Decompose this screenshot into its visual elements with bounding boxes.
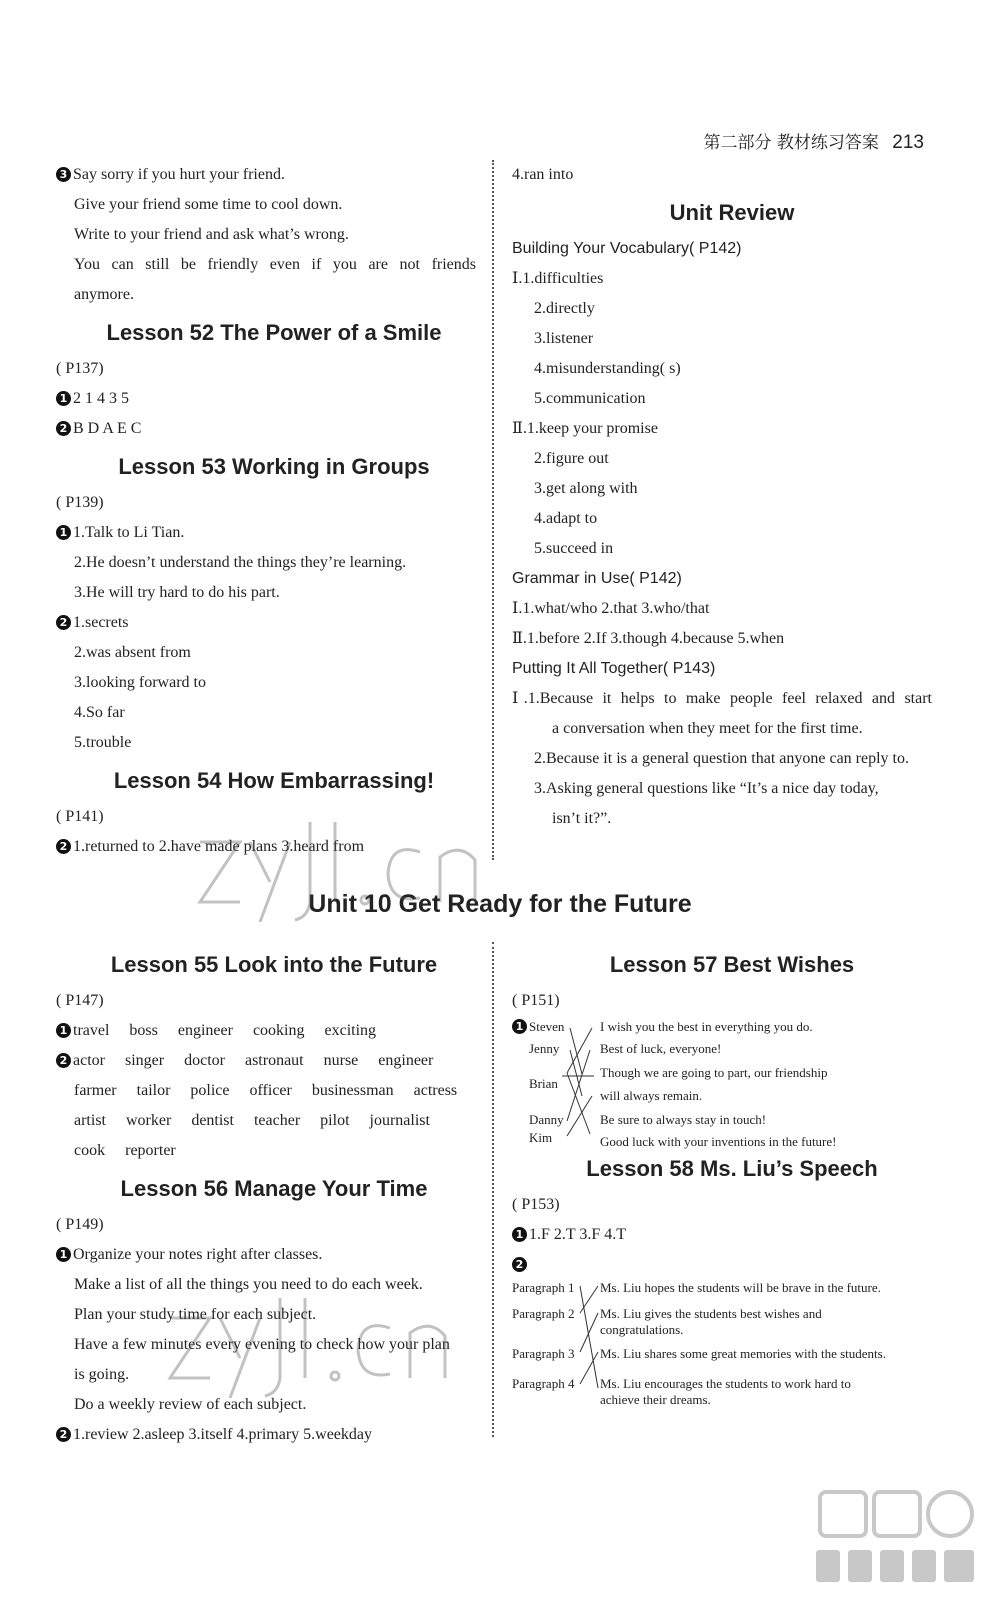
- logo-mark: [812, 1482, 982, 1592]
- answer-line: 3.get along with: [534, 480, 638, 497]
- main-idea-text: Ms. Liu hopes the students will be brave in the future.: [600, 1280, 881, 1295]
- answer-line: 2 1.returned to 2.have made plans 3.heard from: [56, 832, 492, 862]
- answer-line: 3.Asking general questions like “It’s a nice day today,: [534, 780, 879, 797]
- number-marker: 1: [512, 1019, 527, 1034]
- answer-line: 1 1.Talk to Li Tian.: [56, 518, 492, 548]
- unit-title: Unit 10 Get Ready for the Future: [308, 890, 692, 918]
- lesson-52-title: Lesson 52 The Power of a Smile: [106, 320, 442, 345]
- answer-line: 2 1.review 2.asleep 3.itself 4.primary 5.weekday: [56, 1420, 492, 1450]
- wish-text: will always remain.: [600, 1088, 703, 1103]
- answer-line: 4.adapt to: [534, 510, 598, 527]
- lesson-53-title: Lesson 53 Working in Groups: [118, 454, 430, 479]
- paragraph-label: Paragraph 4: [512, 1376, 575, 1391]
- answer-line: 2 actor singer doctor astronaut nurse engineer: [56, 1046, 492, 1076]
- answer-line: Ⅰ.1.Because it helps to make people feel relaxed and start: [512, 690, 932, 707]
- answer-line: Plan your study time for each subject.: [74, 1306, 317, 1323]
- answer-line: Do a weekly review of each subject.: [74, 1396, 307, 1413]
- number-marker: 3: [56, 167, 71, 182]
- answer-line: 2.was absent from: [74, 644, 191, 661]
- answer-line: anymore.: [74, 286, 134, 303]
- matching-diagram-58: [512, 1280, 952, 1410]
- answer-line: 3 Say sorry if you hurt your friend.: [56, 160, 492, 190]
- page-ref: ( P141): [56, 808, 104, 825]
- answer-line: Make a list of all the things you need to do each week.: [74, 1276, 423, 1293]
- name-label: Kim: [529, 1130, 553, 1145]
- lesson-54-title: Lesson 54 How Embarrassing!: [113, 768, 435, 793]
- main-idea-text: Ms. Liu gives the students best wishes and: [600, 1306, 822, 1321]
- main-idea-text: Ms. Liu shares some great memories with the students.: [600, 1346, 886, 1361]
- answer-line: 4.So far: [74, 704, 125, 721]
- watermark-mark: [190, 812, 490, 922]
- answer-line: cook reporter: [74, 1142, 176, 1159]
- answer-line: 2: [512, 1250, 952, 1280]
- section-heading: Putting It All Together( P143): [512, 660, 716, 677]
- right-column-bottom: [512, 942, 952, 1410]
- answer-line: 1 travel boss engineer cooking exciting: [56, 1016, 492, 1046]
- main-idea-text: Ms. Liu encourages the students to work hard to: [600, 1376, 851, 1391]
- wish-text: Be sure to always stay in touch!: [600, 1112, 767, 1127]
- answer-line: 2.Because it is a general question that anyone can reply to.: [534, 750, 909, 767]
- name-label: Jenny: [529, 1041, 560, 1056]
- answer-line: 5.succeed in: [534, 540, 614, 557]
- answer-line: a conversation when they meet for the first time.: [552, 720, 863, 737]
- answer-line: 4.ran into: [512, 166, 574, 183]
- answer-line: Write to your friend and ask what’s wrong.: [74, 226, 349, 243]
- column-divider-top: [492, 160, 494, 860]
- answer-line: 1 Organize your notes right after classes.: [56, 1240, 492, 1270]
- section-heading: Building Your Vocabulary( P142): [512, 240, 742, 257]
- answer-line: 2 B D A E C: [56, 414, 492, 444]
- page-ref: ( P149): [56, 1216, 104, 1233]
- unit-review-title: Unit Review: [669, 200, 795, 225]
- answer-line: 2.directly: [534, 300, 595, 317]
- page-ref: ( P137): [56, 360, 104, 377]
- answer-line: is going.: [74, 1366, 130, 1383]
- left-column-top: [56, 160, 492, 862]
- answer-line: artist worker dentist teacher pilot journalist: [74, 1112, 430, 1129]
- watermark-mark: [160, 1288, 480, 1398]
- answer-line: 2.He doesn’t understand the things they’re learning.: [74, 554, 407, 571]
- answer-line: Ⅰ.1.what/who 2.that 3.who/that: [512, 600, 710, 617]
- answer-line: 5.communication: [534, 390, 646, 407]
- answer-line: 1 1.F 2.T 3.F 4.T: [512, 1220, 952, 1250]
- answer-line: 4.misunderstanding( s): [534, 360, 681, 377]
- watermark: [160, 1288, 480, 1417]
- answer-line: 2 1.secrets: [56, 608, 492, 638]
- wish-text: Best of luck, everyone!: [600, 1041, 722, 1056]
- watermark: [190, 812, 490, 941]
- answer-line: 3.He will try hard to do his part.: [74, 584, 280, 601]
- corner-logo: [812, 1482, 982, 1592]
- wish-text: Good luck with your inventions in the future!: [600, 1134, 837, 1149]
- answer-line: 2.figure out: [534, 450, 609, 467]
- answer-line: Ⅱ.1.before 2.If 3.though 4.because 5.when: [512, 630, 785, 647]
- paragraph-label: Paragraph 2: [512, 1306, 575, 1321]
- answer-line: Ⅱ.1.keep your promise: [512, 420, 658, 437]
- lesson-57-title: Lesson 57 Best Wishes: [609, 952, 855, 977]
- section-title: 第二部分 教材练习答案: [703, 133, 879, 153]
- page-ref: ( P151): [512, 992, 560, 1009]
- column-divider-bottom: [492, 942, 494, 1437]
- answer-line: 3.looking forward to: [74, 674, 206, 691]
- paragraph-label: Paragraph 3: [512, 1346, 575, 1361]
- wish-text: Though we are going to part, our friendship: [600, 1065, 828, 1080]
- right-column-top: [512, 160, 952, 834]
- answer-line: isn’t it?”.: [552, 810, 612, 827]
- answer-line: Give your friend some time to cool down.: [74, 196, 343, 213]
- page-ref: ( P147): [56, 992, 104, 1009]
- name-label: Danny: [529, 1112, 564, 1127]
- main-idea-text: congratulations.: [600, 1322, 684, 1337]
- matching-diagram-57: [512, 1016, 952, 1149]
- name-label: Brian: [529, 1076, 558, 1091]
- answer-line: Have a few minutes every evening to check how your plan: [74, 1336, 450, 1353]
- page-header: [703, 128, 924, 154]
- answer-line: Ⅰ.1.difficulties: [512, 270, 604, 287]
- lesson-55-title: Lesson 55 Look into the Future: [110, 952, 438, 977]
- page-ref: ( P153): [512, 1196, 560, 1213]
- answer-line: 5.trouble: [74, 734, 132, 751]
- answer-line: You can still be friendly even if you are not friends: [74, 256, 476, 273]
- name-label: Steven: [529, 1019, 565, 1034]
- page-ref: ( P139): [56, 494, 104, 511]
- answer-line: 1 2 1 4 3 5: [56, 384, 492, 414]
- wish-text: I wish you the best in everything you do.: [600, 1019, 813, 1034]
- paragraph-label: Paragraph 1: [512, 1280, 575, 1295]
- main-idea-text: achieve their dreams.: [600, 1392, 711, 1407]
- lesson-56-title: Lesson 56 Manage Your Time: [120, 1176, 428, 1201]
- answer-line: 3.listener: [534, 330, 594, 347]
- section-heading: Grammar in Use( P142): [512, 570, 682, 587]
- answer-line: farmer tailor police officer businessman actress: [74, 1082, 458, 1099]
- lesson-58-title: Lesson 58 Ms. Liu’s Speech: [586, 1156, 878, 1181]
- page-number: 213: [892, 132, 924, 153]
